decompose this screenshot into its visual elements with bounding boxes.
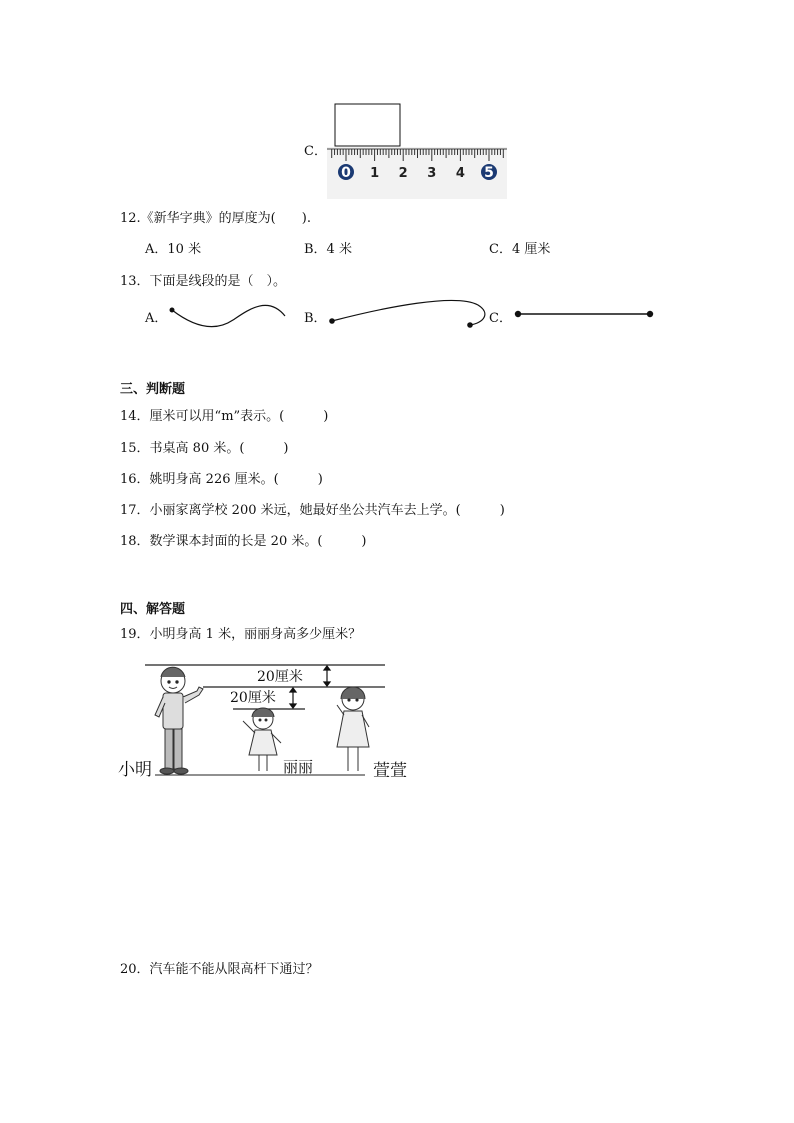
q13-curve-a: [168, 300, 293, 330]
q20-stem: 20．汽车能不能从限高杆下通过？: [120, 962, 319, 977]
label-top-20cm: 20厘米: [257, 669, 303, 685]
q14-text: 14．厘米可以用“m”表示。( ): [120, 409, 329, 424]
small-girl-figure: [243, 708, 281, 771]
top-arrow: [324, 666, 330, 686]
ruler-number-2: 2: [398, 166, 408, 181]
q13-segment-c: [513, 308, 658, 320]
q16-text: 16．姚明身高 226 厘米。( ): [120, 472, 323, 487]
ruler-number-0: 0: [341, 165, 351, 181]
q12-stem: 12.《新华字典》的厚度为( ).: [120, 211, 311, 226]
ruler-number-5: 5: [484, 165, 494, 181]
name-lili: 丽丽: [283, 758, 314, 776]
ruler-number-1: 1: [370, 166, 380, 181]
name-xiaoming: 小明: [118, 760, 152, 780]
q15-text: 15．书桌高 80 米。( ): [120, 441, 289, 456]
q19-height-figure: [115, 655, 415, 785]
q13-curve-b: [326, 295, 486, 335]
mid-arrow: [290, 688, 296, 708]
section-3-title: 三、判断题: [120, 382, 186, 397]
tall-girl-figure: [337, 687, 369, 771]
q18-text: 18．数学课本封面的长是 20 米。( ): [120, 534, 367, 549]
q13-option-b-label: B．: [304, 311, 327, 326]
q19-stem: 19．小明身高 1 米，丽丽身高多少厘米？: [120, 627, 362, 642]
q11-option-c-label: C．: [304, 144, 327, 159]
section-4-title: 四、解答题: [120, 602, 186, 617]
q13-stem: 13．下面是线段的是（ ）。: [120, 274, 287, 289]
q12-option-b: B．4 米: [304, 242, 352, 257]
ruler-number-3: 3: [427, 166, 437, 181]
q12-option-c: C．4 厘米: [489, 242, 551, 257]
q11-ruler-figure: [327, 103, 507, 200]
q12-option-a: A．10 米: [145, 242, 202, 257]
label-mid-20cm: 20厘米: [230, 690, 276, 706]
q13-option-c-label: C．: [489, 311, 512, 326]
q13-option-a-label: A．: [145, 311, 168, 326]
q11-rectangle: [335, 104, 400, 146]
name-xuanxuan: 萱萱: [373, 761, 407, 781]
boy-figure: [155, 667, 203, 774]
ruler-number-4: 4: [455, 166, 465, 181]
q17-text: 17．小丽家离学校 200 米远，她最好坐公共汽车去上学。( ): [120, 503, 505, 518]
